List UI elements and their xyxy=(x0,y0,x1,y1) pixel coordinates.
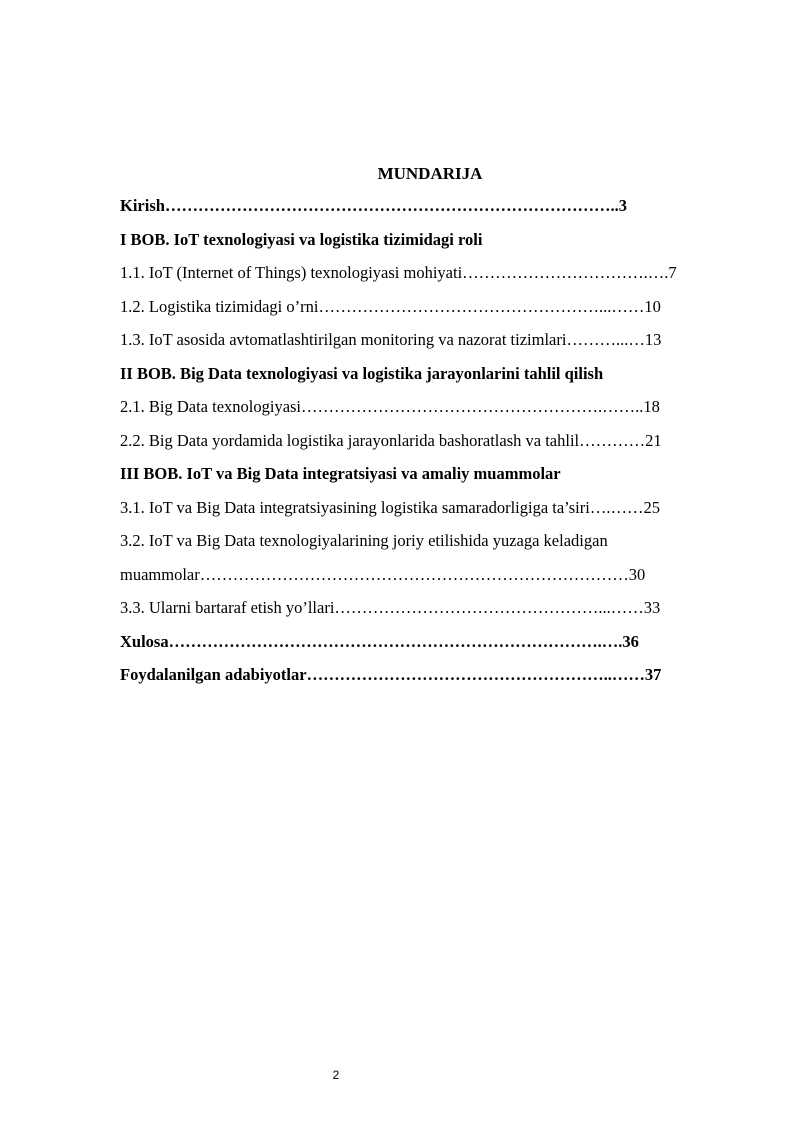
toc-entry-leader: ……………………………………………….…….. xyxy=(301,397,644,416)
toc-entry-text: 1.3. IoT asosida avtomatlashtirilgan monitoring va nazorat tizimlari xyxy=(120,330,567,349)
toc-entry-text: I BOB. IoT texnologiyasi va logistika tizimidagi roli xyxy=(120,229,483,249)
toc-entry-text: 3.3. Ularni bartaraf etish yo’llari xyxy=(120,598,335,617)
toc-entry-kirish xyxy=(120,194,739,218)
toc-chapter-2 xyxy=(120,362,739,386)
toc-entry-text: III BOB. IoT va Big Data integratsiyasi va amaliy muammolar xyxy=(120,464,561,483)
toc-entry-leader: ………… xyxy=(579,430,646,450)
toc-entry-text: 2.1. Big Data texnologiyasi xyxy=(120,397,302,416)
toc-entry-1-1 xyxy=(120,261,739,285)
toc-entry-3-1 xyxy=(120,496,739,520)
toc-chapter-1 xyxy=(120,228,739,252)
toc-entry-page: 10 xyxy=(644,296,661,316)
toc-entry-leader: …………………………….…. xyxy=(462,263,669,282)
toc-entry-3-2-continued xyxy=(120,563,739,587)
toc-entry-leader: ….…… xyxy=(589,497,644,517)
toc-entry-page: 21 xyxy=(645,430,662,450)
toc-entry-1-3 xyxy=(120,328,739,352)
page-title: MUNDARIJA xyxy=(377,164,483,183)
toc-entry-text: 2.2. Big Data yordamida logistika jarayonlarida bashoratlash va tahlil xyxy=(120,430,580,450)
toc-entry-leader: ……………………………………………………………………….. xyxy=(164,196,619,215)
toc-entry-text: 1.2. Logistika tizimidagi o’rni xyxy=(120,296,319,316)
toc-entry-page: 18 xyxy=(643,397,660,416)
toc-entry-page: 37 xyxy=(644,665,662,684)
toc-entry-leader: ……………………………………………...…… xyxy=(318,296,645,316)
toc-entry-page: 25 xyxy=(643,497,660,517)
toc-entry-2-2 xyxy=(120,429,739,453)
toc-entry-text: muammolar xyxy=(120,564,200,584)
toc-entry-text: 3.2. IoT va Big Data texnologiyalarining joriy etilishida yuzaga keladigan xyxy=(120,531,608,550)
toc-entry-leader: …………………………………………………………………… xyxy=(199,564,629,584)
toc-entry-leader: …………………………………………...…… xyxy=(334,598,644,617)
toc-entry-text: 3.1. IoT va Big Data integratsiyasining logistika samaradorligiga ta’siri xyxy=(120,497,590,517)
toc-entry-page: 33 xyxy=(643,598,661,617)
toc-entry-page: 7 xyxy=(668,263,677,282)
toc-entry-leader: ………...… xyxy=(566,330,645,349)
toc-entry-page: 30 xyxy=(628,564,646,584)
toc-entry-text: Xulosa xyxy=(120,631,169,651)
toc-entry-adabiyotlar xyxy=(120,663,739,687)
toc-chapter-3 xyxy=(120,462,739,486)
toc-entry-1-2 xyxy=(120,295,739,319)
toc-entry-text: 1.1. IoT (Internet of Things) texnologiyasi mohiyati xyxy=(120,263,463,282)
toc-entry-leader: ………………………………………………..…… xyxy=(306,665,645,684)
toc-entry-page: 36 xyxy=(622,631,639,651)
toc-entry-text: II BOB. Big Data texnologiyasi va logistika jarayonlarini tahlil qilish xyxy=(120,363,604,383)
toc-entry-xulosa xyxy=(120,630,739,654)
page-number: 2 xyxy=(332,1068,340,1082)
toc-entry-page: 13 xyxy=(644,330,662,349)
toc-entry-page: 3 xyxy=(618,196,627,215)
toc-entry-text: Foydalanilgan adabiyotlar xyxy=(120,665,307,684)
toc-entry-text: Kirish xyxy=(120,196,165,215)
toc-entry-leader: …………………………………………………………………….…. xyxy=(168,631,623,651)
table-of-contents xyxy=(120,194,739,697)
toc-entry-3-2 xyxy=(120,529,739,553)
toc-entry-3-3 xyxy=(120,596,739,620)
toc-entry-2-1 xyxy=(120,395,739,419)
